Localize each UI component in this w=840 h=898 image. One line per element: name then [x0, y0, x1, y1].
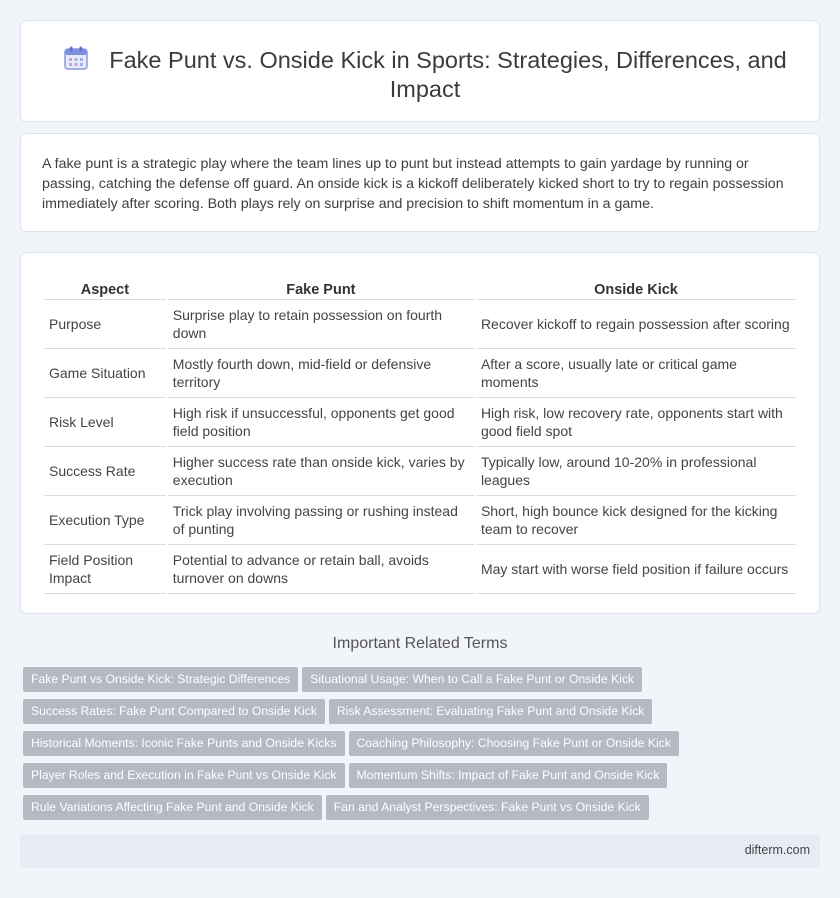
table-cell: Recover kickoff to regain possession after scoring: [476, 300, 796, 349]
table-header-row: [44, 274, 796, 300]
related-terms-list: [23, 667, 823, 827]
table-cell: May start with worse field position if failure occurs: [476, 545, 796, 594]
table-cell: Surprise play to retain possession on fourth down: [168, 300, 474, 349]
table-cell: Success Rate: [44, 447, 166, 496]
tag-row: [23, 667, 823, 699]
related-term-tag[interactable]: Rule Variations Affecting Fake Punt and Onside Kick: [23, 795, 322, 820]
footer-site-link[interactable]: difterm.com: [744, 843, 810, 857]
table-cell: Execution Type: [44, 496, 166, 545]
tag-row: [23, 731, 823, 763]
related-terms-title: Important Related Terms: [332, 635, 508, 652]
related-term-tag[interactable]: Fake Punt vs Onside Kick: Strategic Differences: [23, 667, 298, 692]
intro-paragraph: A fake punt is a strategic play where the team lines up to punt but instead attempts to gain yardage by running or passing, catching the defense off guard. An onside kick is a kickoff deliberately kicked short to try to regain possession immediately after scoring. Both plays rely on surprise and precision to shift momentum in a game.: [42, 156, 784, 212]
related-term-tag[interactable]: Fan and Analyst Perspectives: Fake Punt vs Onside Kick: [326, 795, 649, 820]
table-cell: After a score, usually late or critical game moments: [476, 349, 796, 398]
page-title-wrap: [61, 45, 789, 104]
title-card: [20, 20, 820, 122]
table-cell: Risk Level: [44, 398, 166, 447]
tag-row: [23, 699, 823, 731]
related-term-tag[interactable]: Coaching Philosophy: Choosing Fake Punt or Onside Kick: [349, 731, 679, 756]
page-title: Fake Punt vs. Onside Kick in Sports: Strategies, Differences, and Impact: [109, 47, 787, 102]
header-fake-punt: Fake Punt: [168, 274, 474, 300]
table-cell: Trick play involving passing or rushing instead of punting: [168, 496, 474, 545]
tag-row: [23, 763, 823, 795]
table-cell: Higher success rate than onside kick, varies by execution: [168, 447, 474, 496]
calendar-icon: [63, 45, 89, 71]
table-row: [44, 349, 796, 398]
table-cell: Game Situation: [44, 349, 166, 398]
related-term-tag[interactable]: Historical Moments: Iconic Fake Punts and Onside Kicks: [23, 731, 345, 756]
table-row: [44, 447, 796, 496]
header-aspect: Aspect: [44, 274, 166, 300]
related-term-tag[interactable]: Momentum Shifts: Impact of Fake Punt and Onside Kick: [349, 763, 668, 788]
table-cell: High risk, low recovery rate, opponents start with good field spot: [476, 398, 796, 447]
table-cell: Potential to advance or retain ball, avoids turnover on downs: [168, 545, 474, 594]
table-cell: Field Position Impact: [44, 545, 166, 594]
table-row: [44, 496, 796, 545]
table-row: [44, 300, 796, 349]
related-term-tag[interactable]: Player Roles and Execution in Fake Punt vs Onside Kick: [23, 763, 345, 788]
table-cell: Short, high bounce kick designed for the kicking team to recover: [476, 496, 796, 545]
table-cell: Purpose: [44, 300, 166, 349]
tag-row: [23, 795, 823, 827]
comparison-table-card: [20, 252, 820, 614]
table-row: [44, 398, 796, 447]
intro-card: [20, 133, 820, 232]
comparison-table: [42, 274, 798, 594]
header-onside-kick: Onside Kick: [476, 274, 796, 300]
related-term-tag[interactable]: Situational Usage: When to Call a Fake Punt or Onside Kick: [302, 667, 642, 692]
related-term-tag[interactable]: Risk Assessment: Evaluating Fake Punt and Onside Kick: [329, 699, 653, 724]
related-term-tag[interactable]: Success Rates: Fake Punt Compared to Onside Kick: [23, 699, 325, 724]
footer: [20, 834, 820, 868]
table-cell: Typically low, around 10-20% in professional leagues: [476, 447, 796, 496]
table-cell: Mostly fourth down, mid-field or defensive territory: [168, 349, 474, 398]
table-cell: High risk if unsuccessful, opponents get good field position: [168, 398, 474, 447]
table-row: [44, 545, 796, 594]
